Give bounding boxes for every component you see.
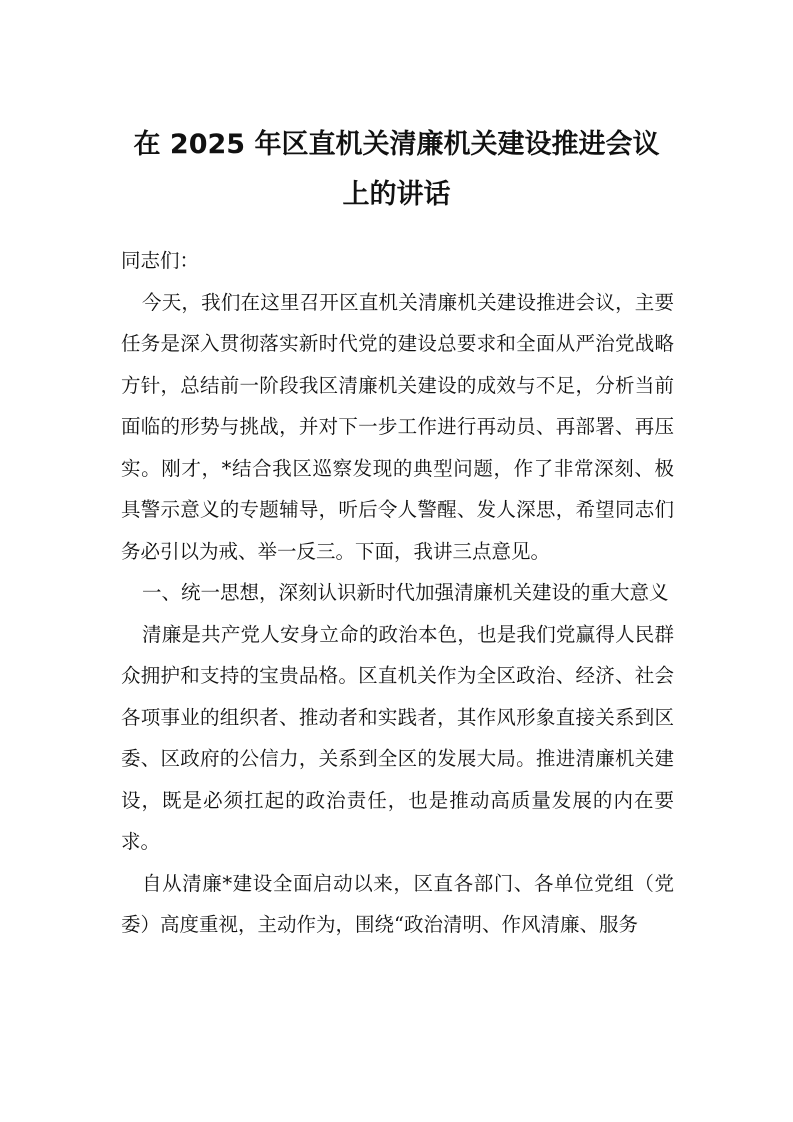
paragraph-progress: 自从清廉*建设全面启动以来，区直各部门、各单位党组（党委）高度重视，主动作为，围绕“政治清明、作风清廉、服务 bbox=[121, 871, 674, 936]
salutation: 同志们： bbox=[121, 249, 200, 272]
document-body bbox=[121, 240, 674, 946]
section-heading-1: 一、统一思想，深刻认识新时代加强清廉机关建设的重大意义 bbox=[142, 581, 669, 604]
title-line-1: 在 2025 年区直机关清廉机关建设推进会议 bbox=[133, 129, 660, 160]
title-line-2: 上的讲话 bbox=[342, 179, 451, 210]
paragraph-intro: 今天，我们在这里召开区直机关清廉机关建设推进会议，主要任务是深入贯彻落实新时代党的建设总要求和全面从严治党战略方针，总结前一阶段我区清廉机关建设的成效与不足，分析当前面临的形势与挑战，并对下一步工作进行再动员、再部署、再压实。刚才，*结合我区巡察发现的典型问题，作了非常深刻、极具警示意义的专题辅导，听后令人警醒、发人深思，希望同志们务必引以为戒、举一反三。下面，我讲三点意见。 bbox=[121, 290, 674, 563]
document-title bbox=[100, 120, 693, 220]
paragraph-significance: 清廉是共产党人安身立命的政治本色，也是我们党赢得人民群众拥护和支持的宝贵品格。区直机关作为全区政治、经济、社会各项事业的组织者、推动者和实践者，其作风形象直接关系到区委、区政府的公信力，关系到全区的发展大局。推进清廉机关建设，既是必须扛起的政治责任，也是推动高质量发展的内在要求。 bbox=[121, 622, 674, 853]
